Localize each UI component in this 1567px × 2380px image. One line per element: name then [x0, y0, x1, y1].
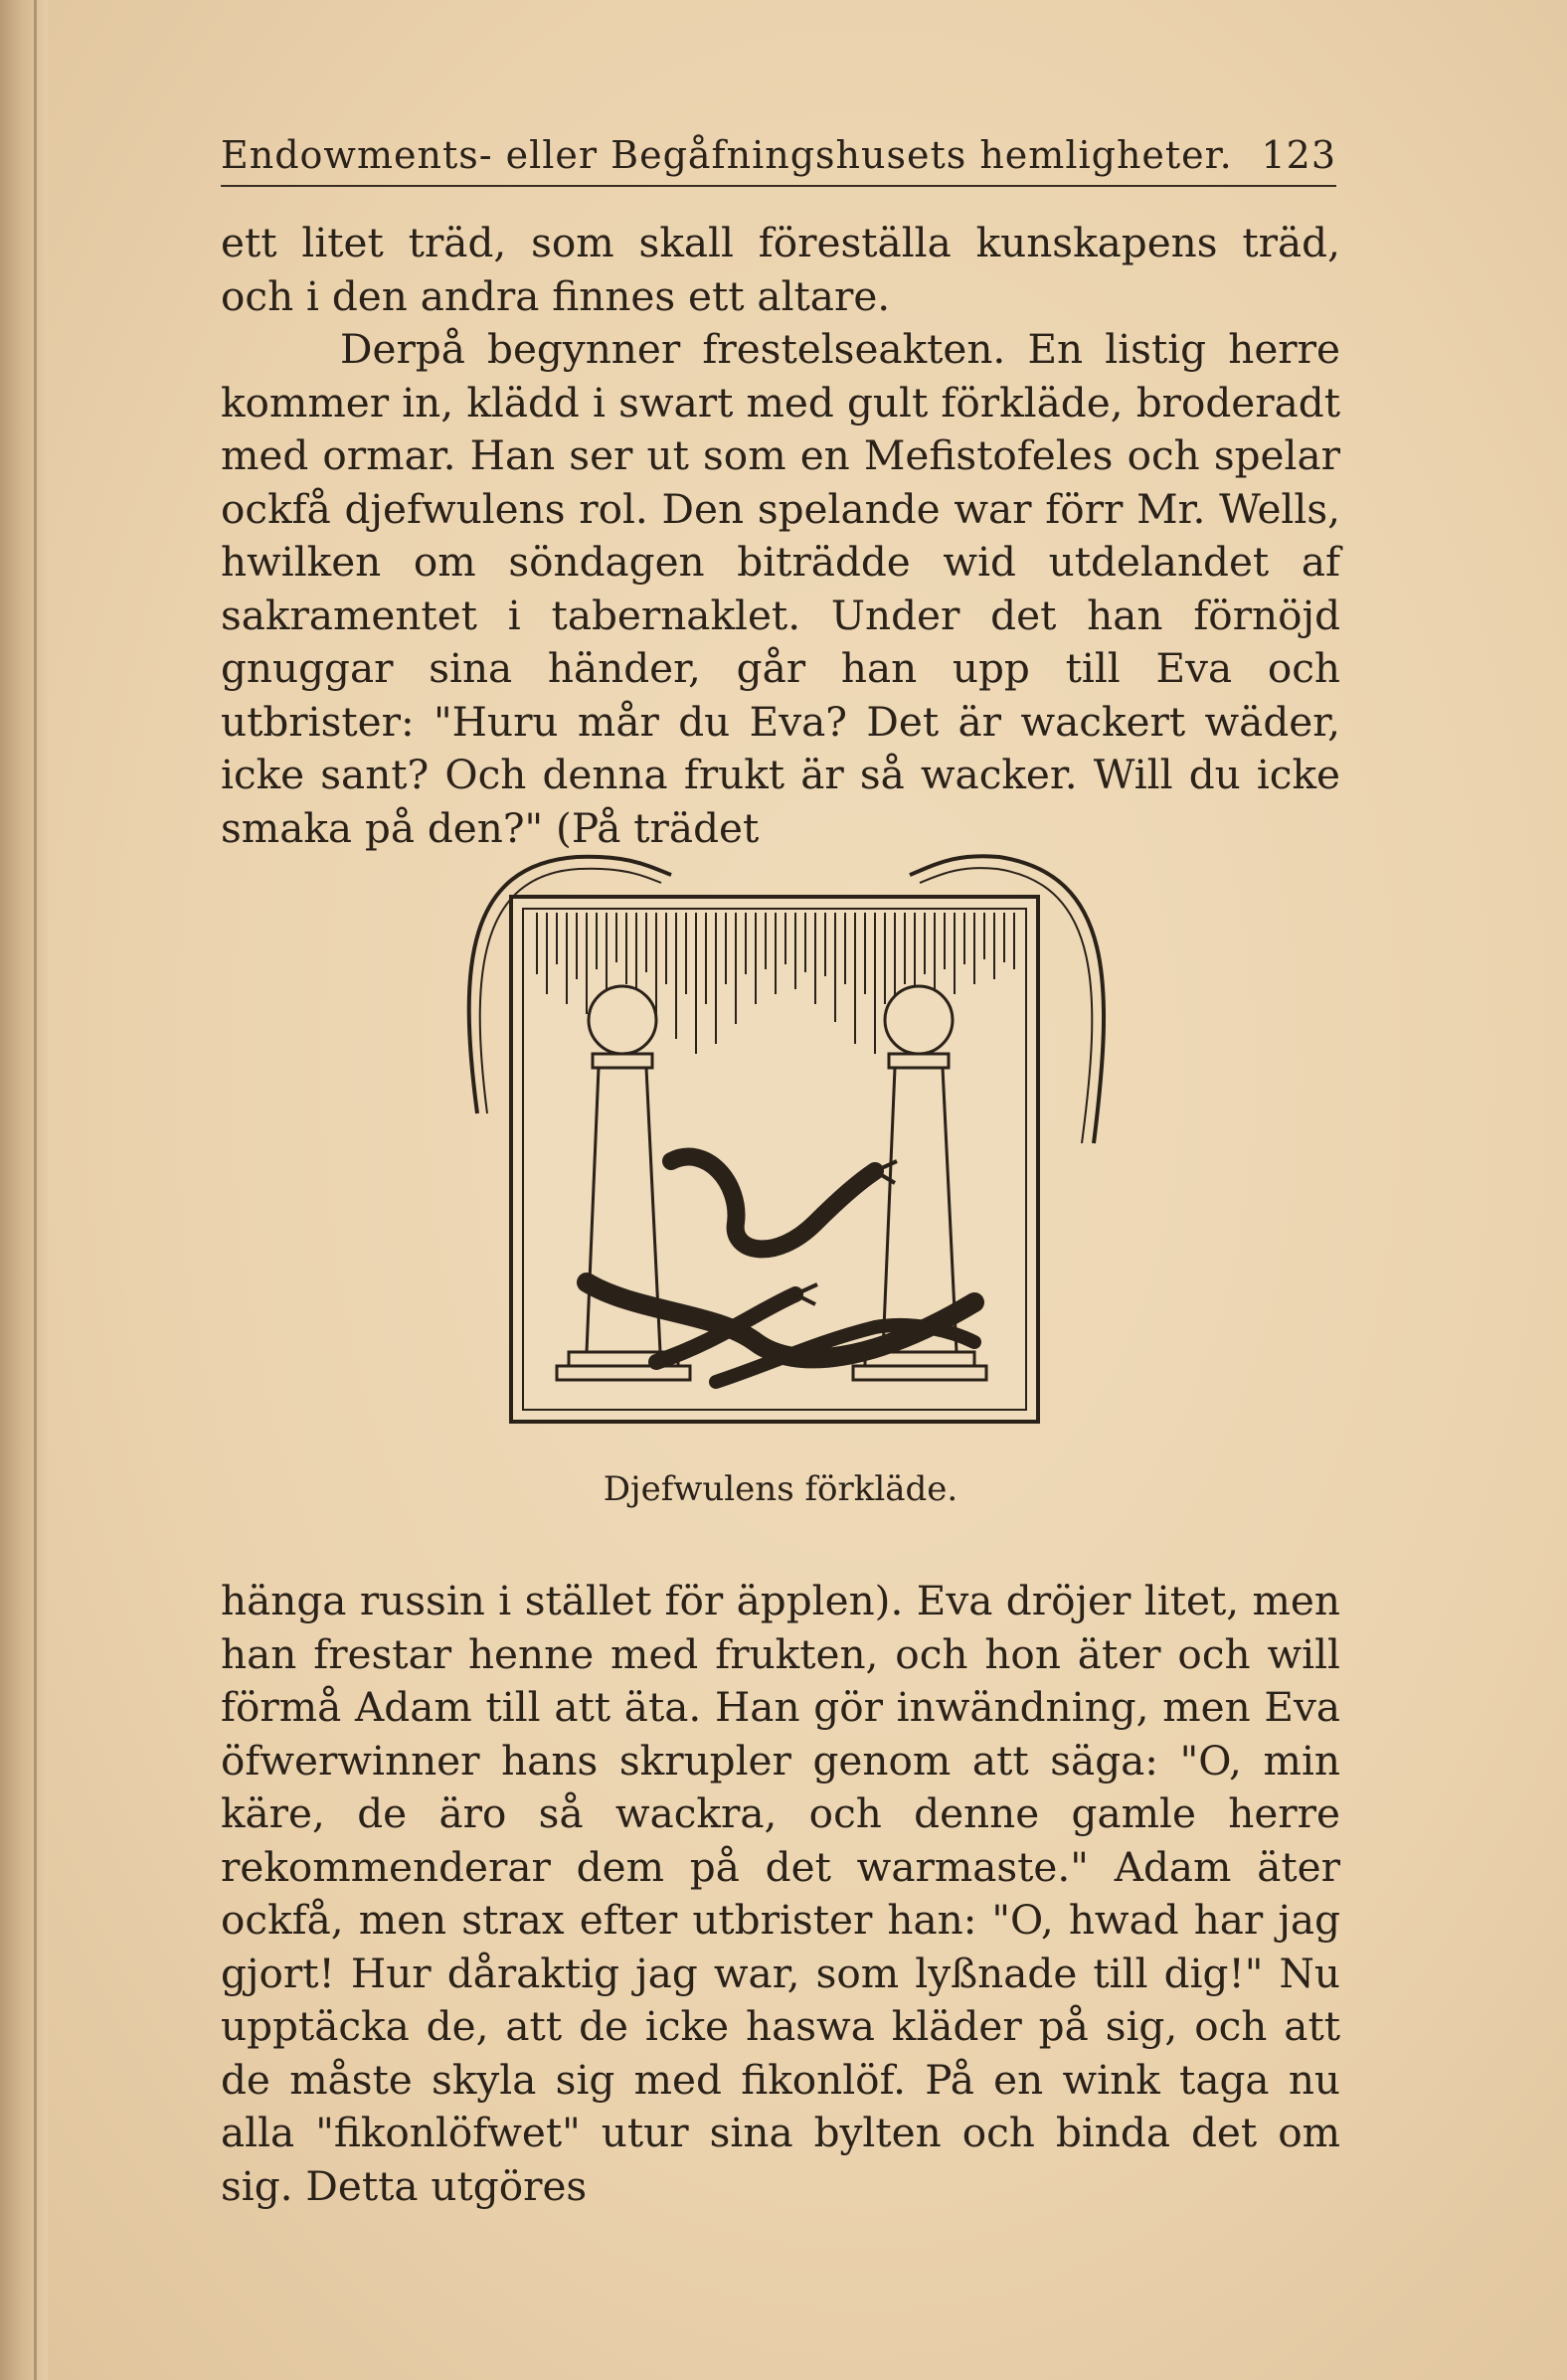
book-spine — [0, 0, 48, 2380]
running-title: Endowments- eller Begåfningshusets hemligheter. — [221, 133, 1233, 177]
paragraph-continuation: ett litet träd, som skall föreställa kunskapens träd, och i den andra finnes ett altare. — [221, 219, 1340, 320]
running-header — [221, 117, 1336, 177]
devil-apron-illustration-icon — [457, 845, 1114, 1442]
paragraph: hänga russin i stället för äpplen). Eva dröjer litet, men han frestar henne med frukten, och hon äter och will förmå Adam till att äta. Han gör inwändning, men Eva öfwerwinner hans skrupler genom att säga: "O, min käre, de äro så wackra, och denne gamle herre rekommenderar dem på det warmaste." Adam äter ockfå, men strax efter utbrister han: "O, hwad har jag gjort! Hur dåraktig jag war, som lyßnade till dig!" Nu upptäcka de, att de icke haswa kläder på sig, och att de måste skyla sig med fikonlöf. På en wink taga nu alla "fikonlöfwet" utur sina bylten och binda det om sig. Detta utgöres — [221, 1577, 1340, 2210]
text-block-top — [221, 217, 1340, 855]
page-number: 123 — [1261, 133, 1336, 177]
figure-caption: Djefwulens förkläde. — [603, 1469, 958, 1509]
paragraph: Derpå begynner frestelseakten. En listig herre kommer in, klädd i swart med gult förkläde, broderadt med ormar. Han ser ut som en Mefistofeles och spelar ockfå djefwulens rol. Den spelande war förr Mr. Wells, hwilken om söndagen biträdde wid utdelandet af sakramentet i tabernaklet. Under det han förnöjd gnuggar sina händer, går han upp till Eva och utbrister: "Huru mår du Eva? Det är wackert wäder, icke sant? Och denna frukt är så wacker. Will du icke smaka på den?" (På trädet — [221, 325, 1340, 852]
text-block-bottom — [221, 1575, 1340, 2213]
header-rule — [221, 185, 1336, 187]
spine-edge — [34, 0, 37, 2380]
